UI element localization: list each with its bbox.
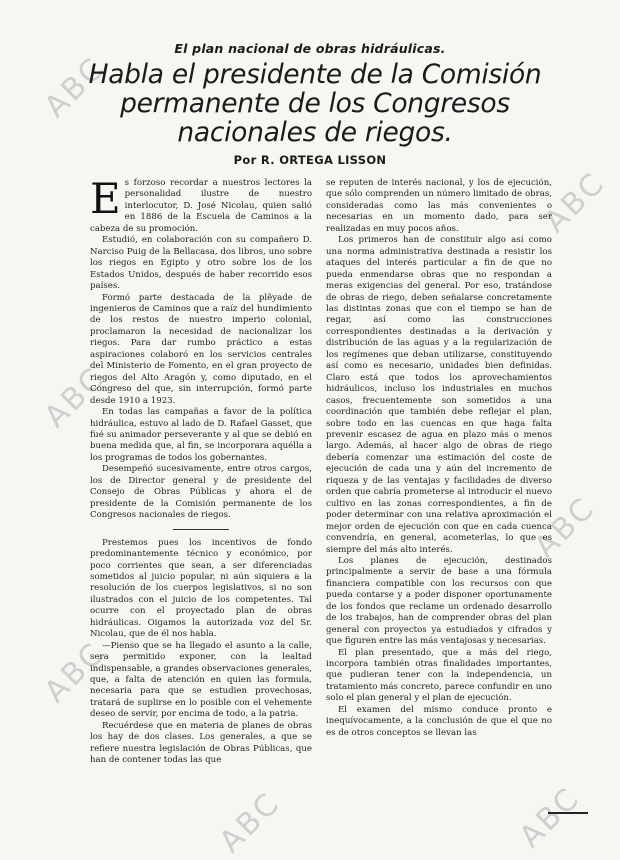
paragraph: En todas las campañas a favor de la política hidráulica, estuvo al lado de D. Rafael Gasset, que fué su animador perseverante y al que se debió en buena medida que, al fin, se incorporara aquélla a los programas de todos los gobernantes. [90,407,312,463]
watermark: ABC [512,780,588,855]
watermark: ABC [37,50,113,125]
paragraph: Recuérdese que en materia de planes de obras los hay de dos clases. Los generales, a que se refiere nuestra legislación de Obras Públicas, que han de contener todas las que [90,720,312,766]
paragraph: Formó parte destacada de la plêyade de ingenieros de Caminos que a raíz del hundimiento de los restos de nuestro imperio colonial, proclamaron la necesidad de nacionalizar los riegos. Para dar rumbo práctico a estas aspiraciones colaboró en los servicios centrales del Ministerio de Fomento, en el gran proyecto de riegos del Alto Aragón y, como diputado, en el Congreso del que, sin interrupción, formó parte desde 1910 a 1923. [90,292,312,406]
watermark: ABC [212,785,288,860]
article-kicker: El plan nacional de obras hidráulicas. [174,41,446,56]
watermark: ABC [527,490,603,565]
paragraph-text: s forzoso recordar a nuestros lectores la personalidad ilustre de nuestro interlocutor, D. José Nicolau, quien salió en 1886 de la Escuela de Caminos a la cabeza de su promoción. [90,178,312,234]
watermark: ABC [37,635,113,710]
end-rule [548,812,588,814]
article-byline: Por R. ORTEGA LISSON [233,153,387,167]
paragraph: se reputen de interés nacional, y los de ejecución, que sólo comprenden un número limitado de obras, consideradas como las más convenientes o necesarias en un momento dado, para ser realizadas en muy pocos años. [326,178,552,234]
paragraph: El plan presentado, que a más del riego, incorpora también otras finalidades importantes, que pudieran tener con la independencia, un tratamiento más concreto, parece confundir en uno solo el plan general y el plan de ejecución. [326,647,552,704]
paragraph: Los planes de ejecución, destinados principalmente a servir de base a una fórmula financiera compatible con los recursos con que pueda contarse y a poder disponer oportunamente de los fondos que reclame un ordenado desarrollo de los trabajos, han de comprender obras del plan general con proyectos ya estudiados y cifrados y que figuren entre las más ventajosas y necesarias. [326,555,552,647]
watermark: ABC [37,360,113,435]
paragraph: Desempeñó sucesivamente, entre otros cargos, los de Director general y de presidente del Consejo de Obras Públicas y ahora el de presidente de la Comisión permanente de los Congresos nacionales de riegos. [90,464,312,521]
paragraph: Estudió, en colaboración con su compañero D. Narciso Puig de la Bellacasa, dos libros, uno sobre los riegos en Egipto y otro sobre los de los Estados Unidos, después de haber recorrido esos países. [90,235,312,292]
paragraph: —Pienso que se ha llegado el asunto a la calle, sera permitido exponer, con la lealtad indispensable, a grandes observaciones generales, que, a falta de atención en quien las formula, necesaria para que se estudien provechosas, tratará de suplirse en lo posible con el vehemente deseo de servir, por encima de todo, a la patria. [90,640,312,720]
article-headline: Habla el presidente de la Comisión permanente de los Congresos nacionales de riegos. [88,59,542,148]
drop-cap: E [90,174,121,223]
section-separator [173,529,229,530]
paragraph [90,174,312,235]
right-column [326,178,552,739]
left-column [90,174,312,767]
watermark: ABC [537,165,613,240]
paragraph: El examen del mismo conduce pronto e inequívocamente, a la conclusión de que el que no es de otros conceptos se llevan las [326,704,552,738]
paragraph: Los primeros han de constituir algo así como una norma administrativa destinada a resistir los ataques del interés particular a fin de que no pueda enmendarse obras que no respondan a meras exigencias del general. Por eso, tratándose de obras de riego, deben señalarse concretamente las distintas zonas que con el tiempo se han de regar, así como las construcciones correspondientes destinadas a la derivación y distribución de las aguas y a la regularización de los regímenes que deban utilizarse, constituyendo así como es necesario, unidades bien definidas. Claro está que todos los aprovechamientos hidráulicos, incluso los industriales en muchos casos, frecuentemente son sometidos a una coordinación que también debe reflejar el plan, sobre todo en las cuencas en que haga falta prevenir escasez de agua en plazo más o menos largo. Además, al hacer algo de obras de riego debería comenzar una estimación del coste de ejecución de cada una y aún del incremento de riqueza y de las ventajas y facilidades de diverso orden que cabría prometerse al introducir el nuevo cultivo en las zonas correspondientes, a fin de poder determinar con una relativa aproximación el mejor orden de ejecución con que en cada cuenca convendría, en general, acometerlas, lo que es siempre del más alto interés. [326,235,552,555]
paragraph: Prestemos pues los incentivos de fondo predominantemente técnico y económico, por poco corrientes que sean, a ser diferenciadas sometidos al juicio popular, ni aún siquiera a la resolución de los cuerpos legislativos, si no son ilustrados con el juicio de los competentes. Tal ocurre con el proyectado plan de obras hidráulicas. Oigamos la autorizada voz del Sr. Nicolau, que de él nos habla. [90,537,312,640]
